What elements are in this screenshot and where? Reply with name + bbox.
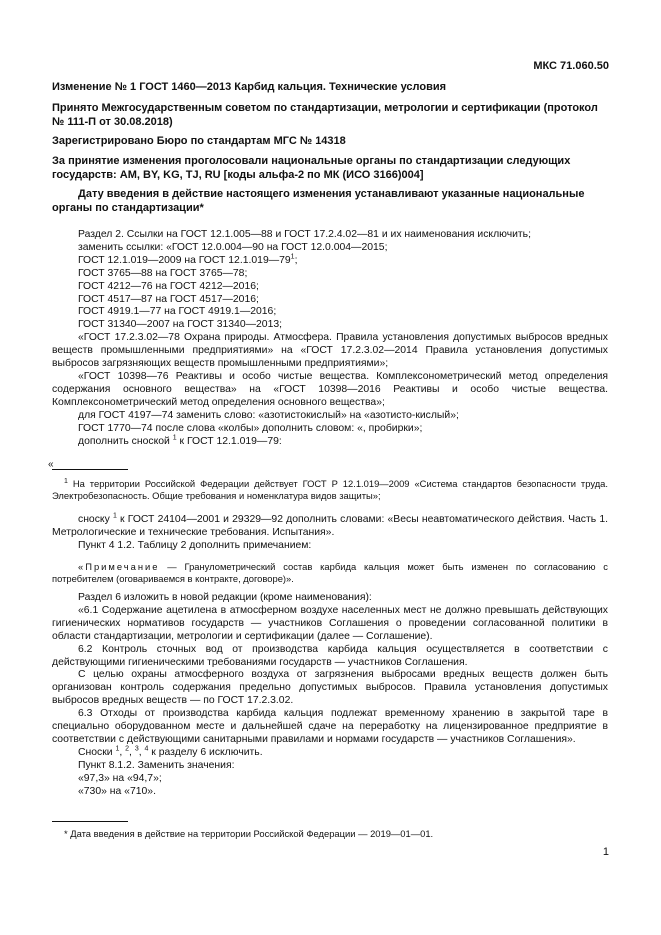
text-line bbox=[52, 255, 608, 268]
footnote-text bbox=[52, 478, 608, 502]
footnote-ref: 4 bbox=[144, 745, 149, 753]
paragraph: 6.3 Отходы от производства карбида кальция подлежат временному хранению в закрытой таре в специально оборудованном месте и дальнейшей сдаче на переработку на лицензированное предприятие в соответствии с действующими санитарными правилами и нормами государств — участников Соглашения». bbox=[52, 708, 608, 745]
text-fragment: ; bbox=[294, 254, 298, 266]
text-line: ГОСТ 1770—74 после слова «колбы» дополнить словом: «, пробирки»; bbox=[78, 422, 423, 434]
text-fragment: ГОСТ 12.1.019—2009 на ГОСТ 12.1.019—79 bbox=[78, 254, 291, 266]
page-number: 1 bbox=[602, 846, 609, 858]
paragraph: «ГОСТ 10398—76 Реактивы и особо чистые вещества. Комплексонометрический метод определения содержания основного вещества» на «ГОСТ 10398—2016 Реактивы и особо чистые вещества. Комплексонометрический метод определения основного вещества»; bbox=[52, 370, 608, 408]
mks-code: МКС 71.060.50 bbox=[533, 60, 609, 72]
amendment-title: Изменение № 1 ГОСТ 1460—2013 Карбид кальция. Технические условия bbox=[52, 81, 447, 93]
text-fragment: дополнить сноской bbox=[78, 435, 173, 447]
text-line: ГОСТ 4919.1—77 на ГОСТ 4919.1—2016; bbox=[78, 306, 277, 318]
adopted-statement: Принято Межгосударственным советом по стандартизации, метрологии и сертификации (протокол № 111-П от 30.08.2018) bbox=[52, 102, 598, 128]
text-line: для ГОСТ 4197—74 заменить слово: «азотистокислый» на «азотисто-кислый»; bbox=[78, 409, 459, 421]
mid-changes bbox=[52, 514, 608, 553]
inner-footnote bbox=[52, 478, 608, 502]
text-line: ГОСТ 31340—2007 на ГОСТ 31340—2013; bbox=[78, 319, 283, 331]
footnote-ref: 3 bbox=[134, 745, 139, 753]
footnote-divider bbox=[52, 821, 128, 822]
footnote-divider bbox=[52, 469, 128, 470]
paragraph: С целью охраны атмосферного воздуха от загрязнения выбросами вредных веществ должен быть организован контроль содержания предельно допустимых выбросов. Правила установления допустимых выбросов вредных веществ — по ГОСТ 17.2.3.02. bbox=[52, 669, 608, 707]
note-label: «Примечание bbox=[78, 561, 160, 572]
footnote-ref: 1 bbox=[115, 745, 120, 753]
effective-date-statement: Дату введения в действие настоящего изменения устанавливают указанные национальные органы по стандартизации* bbox=[52, 188, 585, 214]
paragraph: Пункт 8.1.2. Заменить значения: bbox=[78, 759, 235, 771]
text-line: ГОСТ 3765—88 на ГОСТ 3765—78; bbox=[78, 267, 248, 279]
footnote-ref: 2 bbox=[125, 745, 130, 753]
footnote-ref: 1 bbox=[172, 434, 177, 442]
note-text bbox=[52, 561, 608, 585]
footnote-number: 1 bbox=[64, 477, 68, 485]
text-line: ГОСТ 4212—76 на ГОСТ 4212—2016; bbox=[78, 280, 259, 292]
text-fragment: — Гранулометрический состав карбида кальция может быть изменен по согласованию с потребителем (оговариваемся в контракте, договоре)». bbox=[52, 561, 608, 584]
text-fragment: к ГОСТ 24104—2001 и 29329—92 дополнить словами: «Весы неавтоматического действия. Часть 1. Метрологические и технические требования. Испытания». bbox=[52, 514, 608, 538]
paragraph: Раздел 6 изложить в новой редакции (кроме наименования): bbox=[78, 592, 372, 603]
paragraph: «730» на «710». bbox=[78, 785, 156, 797]
text-fragment: , bbox=[138, 746, 145, 758]
quote-mark: « bbox=[48, 459, 54, 470]
section-6-changes bbox=[52, 592, 608, 799]
paragraph bbox=[52, 514, 608, 540]
paragraph: 6.2 Контроль сточных вод от производства карбида кальция осуществляется в соответствии с действующими гигиеническими требованиями государств — участников Соглашения. bbox=[52, 643, 608, 668]
text-fragment: , bbox=[119, 746, 126, 758]
text-fragment: к ГОСТ 12.1.019—79: bbox=[176, 435, 282, 447]
text-fragment: На территории Российской Федерации действует ГОСТ Р 12.1.019—2009 «Система стандартов безопасности труда. Электробезопасность. Общие требования и номенклатура видов защиты»; bbox=[52, 478, 608, 501]
paragraph bbox=[52, 747, 608, 760]
section-2-changes bbox=[52, 229, 608, 448]
text-line: Раздел 2. Ссылки на ГОСТ 12.1.005—88 и ГОСТ 17.2.4.02—81 и их наименования исключить; bbox=[78, 229, 531, 240]
registration-statement: Зарегистрировано Бюро по стандартам МГС № 14318 bbox=[52, 135, 346, 147]
table-note bbox=[52, 561, 608, 585]
text-fragment: сноску bbox=[78, 514, 113, 525]
paragraph: «6.1 Содержание ацетилена в атмосферном воздухе населенных мест не должно превышать действующих гигиенических нормативов государств — участников Соглашения о проведении согласованной политики в области стандартизации, метрологии и сертификации (далее — Соглашение). bbox=[52, 604, 608, 642]
page-footnote bbox=[52, 828, 608, 840]
footnote-ref: 1 bbox=[290, 253, 295, 261]
footnote-text: * Дата введения в действие на территории Российской Федерации — 2019—01—01. bbox=[64, 828, 434, 839]
text-fragment: , bbox=[129, 746, 135, 758]
footnote-ref: 1 bbox=[112, 512, 117, 520]
text-line: ГОСТ 4517—87 на ГОСТ 4517—2016; bbox=[78, 293, 259, 305]
paragraph: «ГОСТ 17.2.3.02—78 Охрана природы. Атмосфера. Правила установления допустимых выбросов вредных веществ промышленными предприятиями» на «ГОСТ 17.2.3.02—2014 Правила установления допустимых выбросов загрязняющих веществ промышленными предприятиями»; bbox=[52, 332, 608, 370]
text-line: заменить ссылки: «ГОСТ 12.0.004—90 на ГОСТ 12.0.004—2015; bbox=[78, 241, 388, 253]
paragraph: Пункт 4 1.2. Таблицу 2 дополнить примечанием: bbox=[78, 539, 312, 551]
voting-statement: За принятие изменения проголосовали национальные органы по стандартизации следующих государств: AM, BY, KG, TJ, RU [коды альфа-2 по МК (ИСО 3166)004] bbox=[52, 155, 571, 181]
text-line bbox=[52, 436, 608, 449]
text-fragment: Сноски bbox=[78, 746, 116, 758]
paragraph: «97,3» на «94,7»; bbox=[78, 772, 162, 784]
text-fragment: к разделу 6 исключить. bbox=[148, 746, 263, 758]
